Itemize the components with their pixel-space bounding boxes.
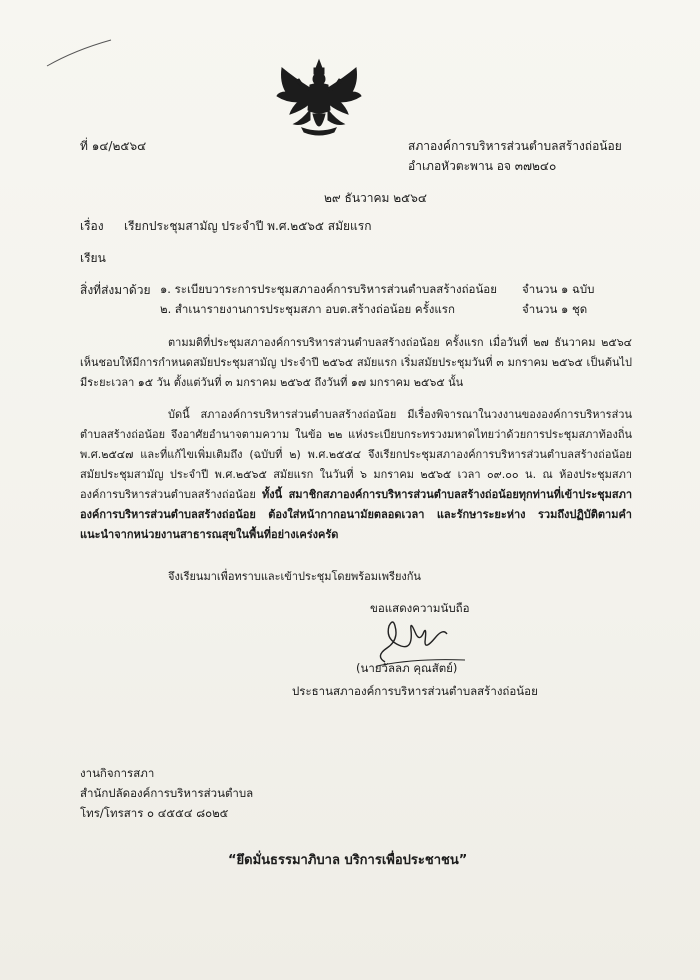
body-paragraph-2	[80, 405, 632, 545]
closing-regards: ขอแสดงความนับถือ	[370, 601, 470, 615]
body-paragraph-3	[80, 567, 632, 587]
subject-text: เรียกประชุมสามัญ ประจำปี พ.ศ.๒๕๖๕ สมัยแรก	[124, 219, 372, 233]
organization-name: สภาองค์การบริหารส่วนตำบลสร้างถ่อน้อย	[408, 139, 622, 153]
body-paragraph-1-text: ตามมติที่ประชุมสภาองค์การบริหารส่วนตำบลสร้างถ่อน้อย ครั้งแรก เมื่อวันที่ ๒๗ ธันวาคม ๒๕๖๔ เห็นชอบให้มีการกำหนดสมัยประชุมสามัญ ประจำปี ๒๕๖๕ สมัยแรก เริ่มสมัยประชุมวันที่ ๓ มกราคม ๒๕๖๕ เป็นต้นไป มีระยะเวลา ๑๕ วัน ตั้งแต่วันที่ ๓ มกราคม ๒๕๖๕ ถึงวันที่ ๑๗ มกราคม ๒๕๖๕ นั้น	[80, 336, 632, 389]
body-paragraph-1	[80, 333, 632, 393]
enclosure-item-2-qty: จำนวน ๑ ชุด	[522, 302, 588, 316]
enclosure-item-1-qty: จำนวน ๑ ฉบับ	[522, 282, 595, 296]
signer-name: (นายวัลลภ คุณสัตย์)	[356, 661, 458, 675]
pen-scratch-mark	[45, 38, 115, 68]
enclosure-item-2: ๒. สำเนารายงานการประชุมสภา อบต.สร้างถ่อน้อย ครั้งแรก	[160, 302, 455, 316]
document-number: ที่ ๑๔/๒๕๖๔	[80, 139, 147, 153]
footer-department: งานกิจการสภา	[80, 766, 155, 780]
footer-phone: โทร/โทรสาร ๐ ๔๕๕๔ ๘๐๒๕	[80, 806, 229, 820]
body-paragraph-2-bold: ทั้งนี้ สมาชิกสภาองค์การบริหารส่วนตำบลสร้างถ่อน้อยทุกท่านที่เข้าประชุมสภาองค์การบริหารส่วนตำบลสร้างถ่อน้อย ต้องใส่หน้ากากอนามัยตลอดเวลา และรักษาระยะห่าง รวมถึงปฏิบัติตามคำแนะนำจากหน่วยงานสาธารณสุขในพื้นที่อย่างเคร่งครัด	[80, 488, 632, 541]
garuda-emblem-icon	[276, 58, 362, 140]
salutation-label: เรียน	[80, 251, 106, 265]
footer-office: สำนักปลัดองค์การบริหารส่วนตำบล	[80, 786, 254, 800]
document-date: ๒๙ ธันวาคม ๒๕๖๔	[324, 191, 427, 205]
signer-title: ประธานสภาองค์การบริหารส่วนตำบลสร้างถ่อน้อย	[292, 684, 538, 698]
enclosure-item-1: ๑. ระเบียบวาระการประชุมสภาองค์การบริหารส่วนตำบลสร้างถ่อน้อย	[160, 282, 497, 296]
body-paragraph-2-text: บัดนี้ สภาองค์การบริหารส่วนตำบลสร้างถ่อน้อย มีเรื่องพิจารณาในวงงานขององค์การบริหารส่วนตำบลสร้างถ่อน้อย จึงอาศัยอำนาจตามความ ในข้อ ๒๒ แห่งระเบียบกระทรวงมหาดไทยว่าด้วยการประชุมสภาท้องถิ่น พ.ศ.๒๕๔๗ และที่แก้ไขเพิ่มเติมถึง (ฉบับที่ ๒) พ.ศ.๒๕๕๔ จึงเรียกประชุมสภาองค์การบริหารส่วนตำบลสร้างถ่อน้อย สมัยประชุมสามัญ ประจำปี พ.ศ.๒๕๖๕ สมัยแรก ในวันที่ ๖ มกราคม ๒๕๖๕ เวลา ๐๙.๐๐ น. ณ ห้องประชุมสภาองค์การบริหารส่วนตำบลสร้างถ่อน้อย	[80, 408, 632, 501]
enclosures-label: สิ่งที่ส่งมาด้วย	[80, 283, 151, 297]
footer-motto: “ยึดมั่นธรรมาภิบาล บริการเพื่อประชาชน”	[228, 853, 468, 868]
body-paragraph-3-text: จึงเรียนมาเพื่อทราบและเข้าประชุมโดยพร้อมเพรียงกัน	[168, 570, 421, 583]
subject-label: เรื่อง	[80, 219, 104, 233]
organization-address: อำเภอหัวตะพาน อจ ๓๗๒๔๐	[408, 159, 557, 173]
